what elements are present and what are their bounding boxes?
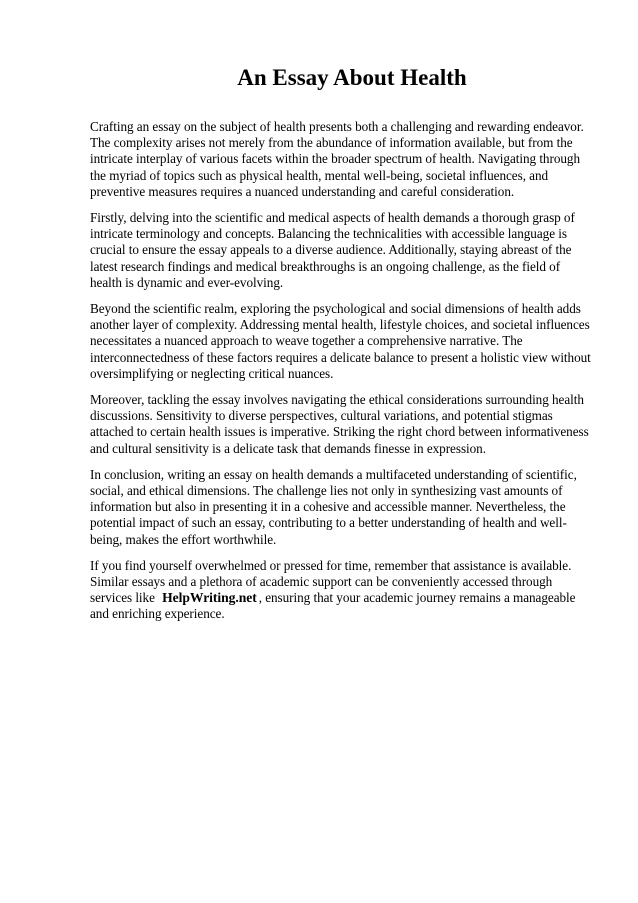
paragraph-3: Beyond the scientific realm, exploring the psychological and social dimensions of health adds another layer of complexity. Addressing mental health, lifestyle choices, and societal influences necessitates a nuanced approach to weave together a comprehensive narrative. The interconnectedness of these factors requires a delicate balance to present a holistic view without oversimplifying or neglecting critical nuances. [90,301,591,381]
paragraph-2: Firstly, delving into the scientific and medical aspects of health demands a thorough grasp of intricate terminology and concepts. Balancing the technicalities with accessible language is crucial to ensure the essay appeals to a diverse audience. Additionally, staying abreast of the latest research findings and medical breakthroughs is an ongoing challenge, as the field of health is dynamic and ever-evolving. [90,210,575,290]
closing-text-after-link: , ensuring that your academic journey remains a manageable and enriching experience. [90,590,576,622]
paragraph-4: Moreover, tackling the essay involves navigating the ethical considerations surrounding health discussions. Sensitivity to diverse perspectives, cultural variations, and potential stigmas attached to certain health issues is imperative. Striking the right chord between informativeness and cultural sensitivity is a delicate task that demands finesse in expression. [90,392,589,456]
closing-paragraph [90,558,594,623]
paragraph-1: Crafting an essay on the subject of health presents both a challenging and rewarding endeavor. The complexity arises not merely from the abundance of information available, but from the intricate interplay of various facets within the broader spectrum of health. Navigating through the myriad of topics such as physical health, mental well-being, societal influences, and preventive measures requires a nuanced understanding and careful consideration. [90,119,584,199]
paragraph-5: In conclusion, writing an essay on health demands a multifaceted understanding of scientific, social, and ethical dimensions. The challenge lies not only in synthesizing vast amounts of information but also in presenting it in a cohesive and accessible manner. Nevertheless, the potential impact of such an essay, contributing to a better understanding of health and well-being, makes the effort worthwhile. [90,466,577,547]
helpwriting-link[interactable]: HelpWriting.net [162,590,257,606]
page-title: An Essay About Health [237,65,467,90]
closing-text-before-link: If you find yourself overwhelmed or pressed for time, remember that assistance is available. Similar essays and a plethora of academic support can be conveniently accessed through services like [90,557,572,606]
